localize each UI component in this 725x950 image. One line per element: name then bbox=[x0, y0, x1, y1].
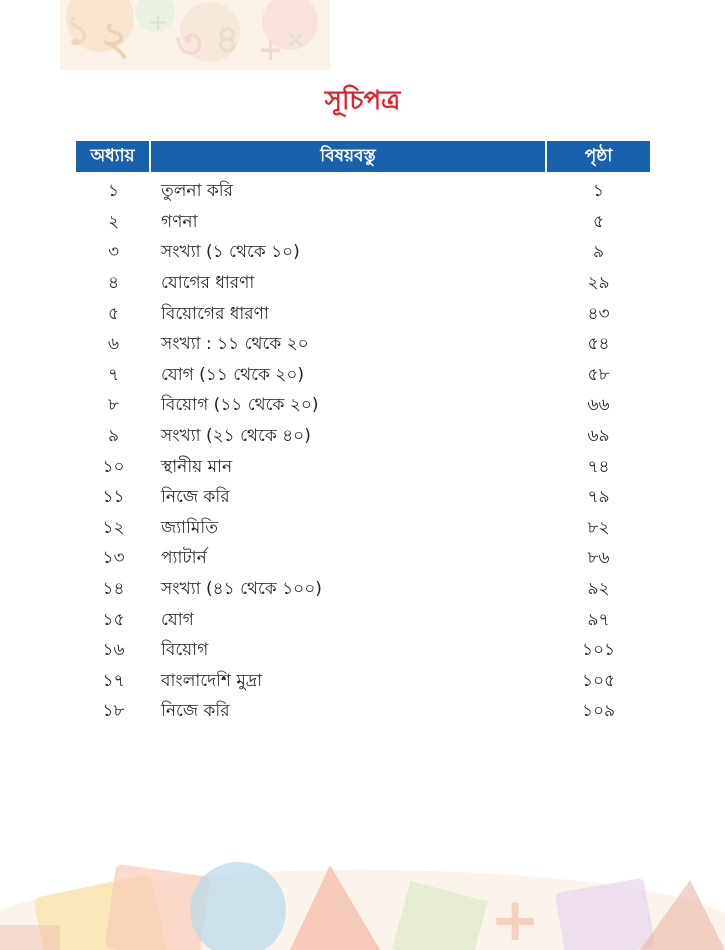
chapter-number: ১৬ bbox=[102, 640, 125, 661]
chapter-topic: বিয়োগের ধারণা bbox=[161, 303, 269, 324]
page-number: ২৯ bbox=[587, 273, 610, 294]
chapter-number: ৪ bbox=[107, 273, 120, 294]
table-row bbox=[76, 544, 650, 575]
chapter-topic: গণনা bbox=[161, 211, 198, 232]
chapter-topic: সংখ্যা (৪১ থেকে ১০০) bbox=[161, 579, 322, 600]
page-number: ৯২ bbox=[587, 579, 610, 600]
table-row bbox=[76, 452, 650, 483]
svg-text:১: ১ bbox=[65, 7, 91, 54]
page-number: ৭৪ bbox=[587, 456, 610, 477]
header-chapter: অধ্যায় bbox=[76, 141, 151, 172]
chapter-topic: জ্যামিতি bbox=[161, 517, 218, 538]
page-number: ১০৫ bbox=[581, 670, 616, 691]
table-row bbox=[76, 636, 650, 667]
table-header bbox=[76, 141, 650, 172]
chapter-topic: স্থানীয় মান bbox=[161, 456, 233, 477]
page-number: ৬৯ bbox=[587, 426, 610, 447]
chapter-number: ৫ bbox=[107, 303, 120, 324]
page-number: ৮৬ bbox=[587, 548, 610, 569]
svg-text:×: × bbox=[285, 25, 307, 55]
header-page: পৃষ্ঠা bbox=[584, 145, 613, 166]
chapter-topic: যোগের ধারণা bbox=[161, 273, 255, 294]
chapter-number: ১০ bbox=[102, 456, 125, 477]
chapter-topic: সংখ্যা (১ থেকে ১০) bbox=[161, 242, 300, 263]
page-title: সূচিপত্র bbox=[324, 86, 401, 116]
table-row bbox=[76, 238, 650, 269]
chapter-topic: তুলনা করি bbox=[161, 181, 234, 202]
table-row bbox=[76, 514, 650, 545]
chapter-number: ১৮ bbox=[102, 701, 125, 722]
svg-text:+: + bbox=[490, 885, 541, 950]
table-row bbox=[76, 575, 650, 606]
page-number: ৫ bbox=[592, 211, 605, 232]
page-number: ১০১ bbox=[581, 640, 616, 661]
table-row bbox=[76, 605, 650, 636]
chapter-number: ১ bbox=[107, 181, 120, 202]
table-row bbox=[76, 177, 650, 208]
toc-table-body bbox=[76, 177, 650, 728]
svg-text:+: + bbox=[148, 8, 169, 36]
table-row bbox=[76, 208, 650, 239]
chapter-topic: প্যাটার্ন bbox=[161, 548, 207, 569]
svg-text:+: + bbox=[258, 33, 284, 68]
chapter-number: ১১ bbox=[102, 487, 125, 508]
page-number: ৮২ bbox=[587, 517, 610, 538]
page-number: ৪৩ bbox=[587, 303, 610, 324]
table-row bbox=[76, 697, 650, 728]
table-row bbox=[76, 391, 650, 422]
svg-text:৩: ৩ bbox=[175, 19, 203, 68]
page-number: ১ bbox=[592, 181, 605, 202]
chapter-number: ১৩ bbox=[102, 548, 125, 569]
page-number: ৭৯ bbox=[587, 487, 610, 508]
table-row bbox=[76, 422, 650, 453]
chapter-number: ৬ bbox=[107, 334, 120, 355]
chapter-number: ১৫ bbox=[102, 609, 125, 630]
page-number: ৫৮ bbox=[587, 364, 610, 385]
table-row bbox=[76, 483, 650, 514]
table-row bbox=[76, 330, 650, 361]
chapter-topic: বাংলাদেশি মুদ্রা bbox=[161, 670, 263, 691]
page-number: ৫৪ bbox=[587, 334, 610, 355]
chapter-topic: সংখ্যা (২১ থেকে ৪০) bbox=[161, 426, 311, 447]
page-number: ৯৭ bbox=[587, 609, 610, 630]
bottom-decoration-banner bbox=[0, 830, 725, 950]
svg-text:৪: ৪ bbox=[215, 16, 240, 61]
chapter-number: ১৭ bbox=[102, 670, 125, 691]
chapter-topic: সংখ্যা : ১১ থেকে ২০ bbox=[161, 334, 309, 355]
chapter-number: ৯ bbox=[107, 426, 120, 447]
page-number: ১০৯ bbox=[581, 701, 616, 722]
table-row bbox=[76, 667, 650, 698]
chapter-topic: নিজে করি bbox=[161, 701, 230, 722]
page-number: ৬৬ bbox=[587, 395, 610, 416]
page-number: ৯ bbox=[592, 242, 605, 263]
chapter-topic: যোগ bbox=[161, 609, 194, 630]
table-row bbox=[76, 299, 650, 330]
chapter-number: ১২ bbox=[102, 517, 125, 538]
chapter-topic: বিয়োগ (১১ থেকে ২০) bbox=[161, 395, 319, 416]
top-decoration-banner bbox=[60, 0, 330, 70]
chapter-number: ৮ bbox=[107, 395, 120, 416]
chapter-number: ৩ bbox=[107, 242, 120, 263]
chapter-topic: নিজে করি bbox=[161, 487, 230, 508]
chapter-topic: বিয়োগ bbox=[161, 640, 209, 661]
chapter-number: ২ bbox=[107, 211, 120, 232]
header-topic: বিষয়বস্তু bbox=[151, 141, 547, 172]
chapter-topic: যোগ (১১ থেকে ২০) bbox=[161, 364, 305, 385]
svg-text:২: ২ bbox=[100, 11, 130, 65]
table-row bbox=[76, 361, 650, 392]
chapter-number: ১৪ bbox=[102, 579, 125, 600]
table-row bbox=[76, 269, 650, 300]
chapter-number: ৭ bbox=[107, 364, 120, 385]
